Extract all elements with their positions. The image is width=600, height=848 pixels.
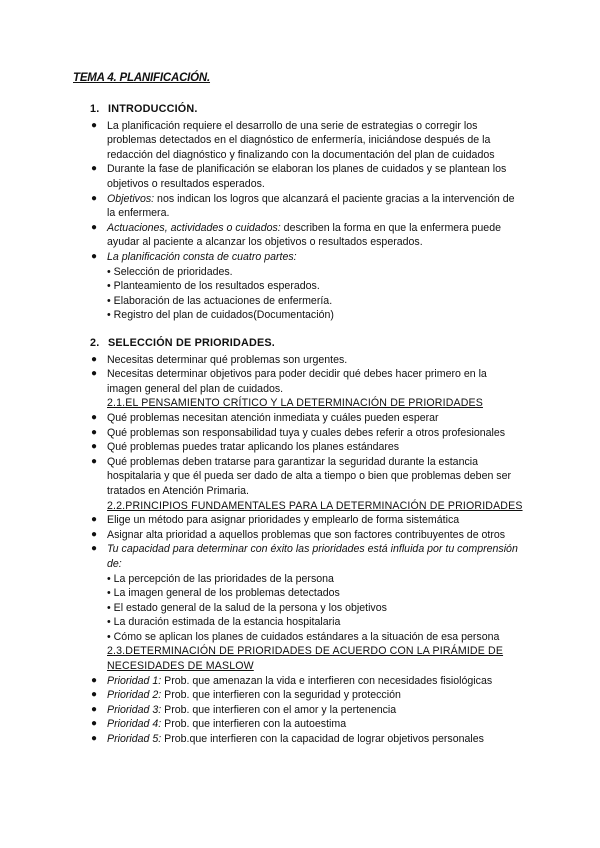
priority-item: ● Prioridad 4: Prob. que interfieren con la autoestima xyxy=(91,718,347,731)
subsection-heading: 2.3.DETERMINACIÓN DE PRIORIDADES DE ACUERDO CON LA PIRÁMIDE DE NECESIDADES DE MASLOW xyxy=(107,645,504,673)
priority-list xyxy=(0,674,600,747)
list-item: ● Qué problemas deben tratarse para garantizar la seguridad durante la estancia hospitalaria y que él pueda ser dado de alta a tiempo o bien que problemas deben ser tratados en Atención Primaria. xyxy=(91,455,512,497)
list-item: ● Durante la fase de planificación se elaboran los planes de cuidados y se plantean los objetivos o resultados esperados. xyxy=(91,163,507,190)
section-number: 1. xyxy=(90,103,100,115)
bullet-icon: ● xyxy=(91,543,98,555)
bullet-icon: ● xyxy=(91,441,98,453)
bullet-icon: ● xyxy=(91,674,98,686)
capacity-list xyxy=(0,572,600,645)
capacity-item: • La duración estimada de la estancia hospitalaria xyxy=(107,616,341,629)
bullet-icon: ● xyxy=(91,192,98,204)
section-number: 2. xyxy=(90,337,100,349)
bullet-icon: ● xyxy=(91,426,98,438)
parts-item: • Elaboración de las actuaciones de enfermería. xyxy=(107,294,333,307)
bullet-icon: ● xyxy=(91,718,98,730)
list-item: ● Necesitas determinar qué problemas son urgentes. xyxy=(91,353,348,366)
list-item: ● Elige un método para asignar prioridades y emplearlo de forma sistemática xyxy=(91,514,460,527)
bullet-icon: ● xyxy=(91,119,98,131)
list-item: ● Actuaciones, actividades o cuidados: describen la forma en que la enfermera puede ayudar al paciente a alcanzar los objetivos o resultados esperados. xyxy=(91,221,501,249)
capacity-item: • Cómo se aplican los planes de cuidados estándares a la situación de esa persona xyxy=(107,630,500,643)
capacity-item: • El estado general de la salud de la persona y los objetivos xyxy=(107,601,387,614)
parts-item: • Registro del plan de cuidados(Documentación) xyxy=(107,309,334,322)
section-seleccion-prioridades xyxy=(0,336,600,747)
bullet-icon: ● xyxy=(91,528,98,540)
list-item: ● Necesitas determinar objetivos para poder decidir qué debes hacer primero en la imagen general del plan de cuidados. xyxy=(91,368,487,395)
section-heading xyxy=(90,102,600,117)
bullet-icon: ● xyxy=(91,250,98,262)
bullet-list xyxy=(0,411,600,499)
bullet-icon: ● xyxy=(91,411,98,423)
bullet-icon: ● xyxy=(91,703,98,715)
capacity-item: • La percepción de las prioridades de la persona xyxy=(107,572,334,585)
subsection-heading: 2.2.PRINCIPIOS FUNDAMENTALES PARA LA DETERMINACIÓN DE PRIORIDADES xyxy=(107,499,523,512)
section-heading xyxy=(90,336,600,351)
priority-item: ● Prioridad 3: Prob. que interfieren con el amor y la pertenencia xyxy=(91,703,397,716)
bullet-icon: ● xyxy=(91,455,98,467)
bullet-icon: ● xyxy=(91,689,98,701)
list-item: ● Qué problemas puedes tratar aplicando los planes estándares xyxy=(91,441,400,454)
bullet-icon: ● xyxy=(91,353,98,365)
list-item: ● Qué problemas necesitan atención inmediata y cuáles pueden esperar xyxy=(91,411,439,424)
parts-list xyxy=(0,265,600,323)
bullet-icon: ● xyxy=(91,514,98,526)
bullet-icon: ● xyxy=(91,163,98,175)
list-item: ● La planificación requiere el desarrollo de una serie de estrategias o corregir los problemas detectados en el diagnóstico de enfermería, iniciándose después de la redacción del diagnóstico y finalizando con la documentación del plan de cuidados xyxy=(91,119,495,161)
bullet-icon: ● xyxy=(91,221,98,233)
parts-item: • Planteamiento de los resultados esperados. xyxy=(107,280,320,293)
bullet-icon: ● xyxy=(91,368,98,380)
page-title: TEMA 4. PLANIFICACIÓN. xyxy=(73,72,211,84)
list-item: ● Asignar alta prioridad a aquellos problemas que son factores contribuyentes de otros xyxy=(91,528,506,541)
bullet-list xyxy=(0,119,600,265)
priority-item: ● Prioridad 2: Prob. que interfieren con la seguridad y protección xyxy=(91,689,401,702)
section-heading-text: SELECCIÓN DE PRIORIDADES. xyxy=(108,337,275,349)
section-heading-text: INTRODUCCIÓN. xyxy=(108,103,198,115)
priority-item: ● Prioridad 1: Prob. que amenazan la vida e interfieren con necesidades fisiológicas xyxy=(91,674,493,687)
bullet-icon: ● xyxy=(91,733,98,745)
bullet-list xyxy=(0,353,600,397)
section-introduccion xyxy=(0,102,600,323)
priority-item: ● Prioridad 5: Prob.que interfieren con la capacidad de lograr objetivos personales xyxy=(91,733,484,746)
capacity-item: • La imagen general de los problemas detectados xyxy=(107,587,340,600)
parts-item: • Selección de prioridades. xyxy=(107,265,233,278)
list-item: ● Qué problemas son responsabilidad tuya y cuales debes referir a otros profesionales xyxy=(91,426,506,439)
bullet-list xyxy=(0,513,600,571)
list-item: ● Objetivos: nos indican los logros que alcanzará el paciente gracias a la intervención de la enfermera. xyxy=(91,192,515,220)
list-item: ● La planificación consta de cuatro partes: xyxy=(91,250,297,263)
subsection-heading: 2.1.EL PENSAMIENTO CRÍTICO Y LA DETERMINACIÓN DE PRIORIDADES xyxy=(107,397,483,410)
list-item: ● Tu capacidad para determinar con éxito las prioridades está influida por tu comprensión de: xyxy=(91,543,518,570)
